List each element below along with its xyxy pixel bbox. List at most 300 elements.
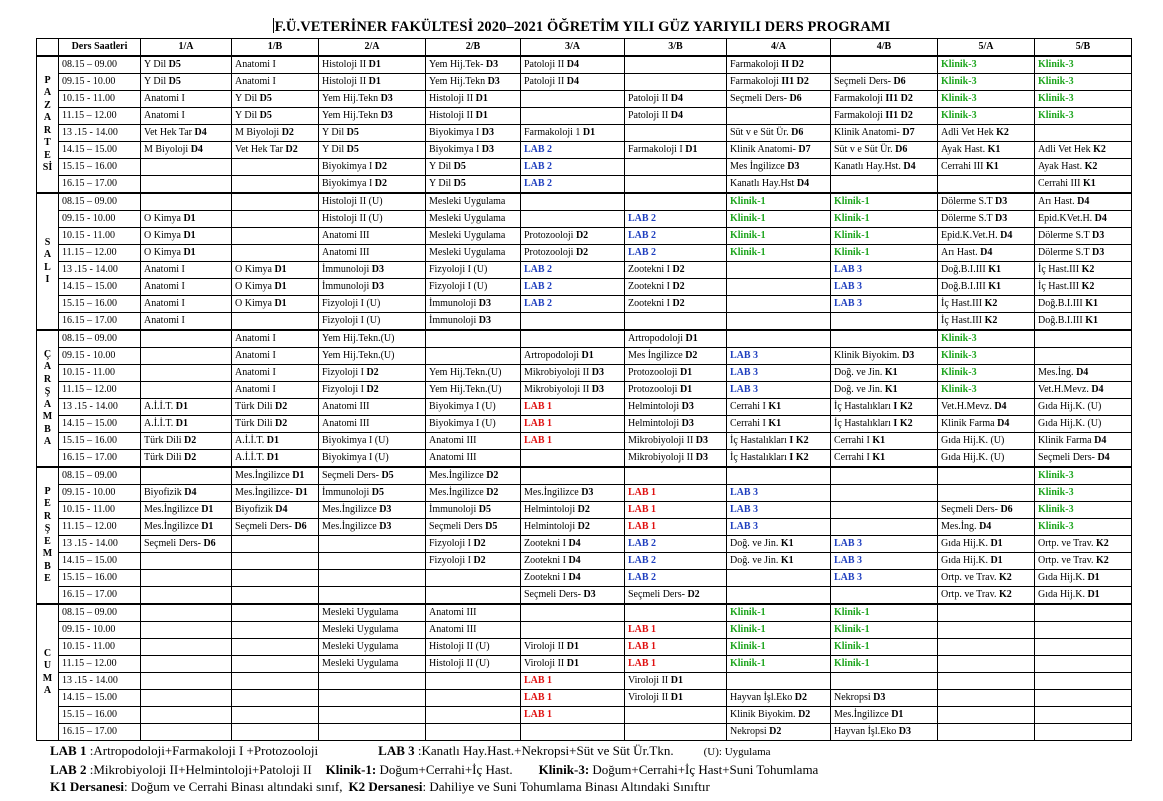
schedule-cell	[1035, 74, 1132, 91]
schedule-cell	[521, 330, 625, 348]
cell-text: LAB 3	[834, 298, 863, 309]
schedule-cell	[938, 502, 1035, 519]
room-code: K2	[984, 298, 998, 309]
time-cell	[59, 330, 141, 348]
cell-text: Anatomi I	[235, 59, 276, 70]
room-code: I K2	[789, 452, 809, 463]
table-row	[37, 296, 1132, 313]
schedule-cell	[938, 519, 1035, 536]
course-name: Dölerme S.T	[941, 196, 995, 207]
time-cell	[59, 416, 141, 433]
schedule-cell	[727, 125, 831, 142]
course-name: O Kimya	[144, 247, 184, 258]
schedule-cell	[319, 639, 426, 656]
legend-lab3-key: LAB 3	[378, 743, 415, 758]
header-cell: 2/A	[319, 39, 426, 57]
room-code: D4	[1094, 435, 1107, 446]
schedule-cell	[232, 91, 319, 108]
course-name: Biyokimya I	[322, 178, 375, 189]
course-name: İç Hastalıkları	[730, 435, 790, 446]
cell-text: Klinik-1	[730, 213, 766, 224]
schedule-cell	[232, 382, 319, 399]
course-name: Biyokimya I	[429, 144, 482, 155]
cell-text: LAB 3	[730, 521, 759, 532]
room-code: D6	[200, 538, 216, 549]
schedule-cell	[727, 330, 831, 348]
schedule-cell	[521, 193, 625, 211]
day-label	[37, 467, 59, 604]
room-code: D5	[485, 521, 498, 532]
room-code: D4	[997, 230, 1013, 241]
course-name: İç Hastalıkları	[730, 452, 790, 463]
time-text: 10.15 - 11.00	[62, 230, 115, 241]
schedule-cell	[1035, 485, 1132, 502]
schedule-cell	[1035, 690, 1132, 707]
schedule-cell	[1035, 279, 1132, 296]
course-name: Y Dil	[235, 93, 260, 104]
schedule-cell	[938, 570, 1035, 587]
room-code: D2	[577, 521, 590, 532]
time-cell	[59, 228, 141, 245]
schedule-cell	[1035, 296, 1132, 313]
schedule-cell	[521, 467, 625, 485]
cell-text: LAB 3	[730, 367, 759, 378]
day-label	[37, 56, 59, 193]
cell-text: Klinik-3	[941, 110, 977, 121]
room-code: D1	[292, 470, 305, 481]
schedule-cell	[232, 176, 319, 194]
cell-text: Histoloji II (U)	[429, 641, 490, 652]
schedule-cell	[938, 142, 1035, 159]
legend-lab1-text: :Artropodoloji+Farmakoloji I +Protozooloji	[86, 743, 319, 758]
room-code: K2	[1081, 281, 1095, 292]
schedule-cell	[831, 193, 938, 211]
course-name: Mes.İng.	[941, 521, 980, 532]
room-code: K2	[1093, 538, 1109, 549]
room-code: D2	[473, 538, 486, 549]
time-text: 14.15 – 15.00	[62, 144, 117, 155]
course-name: Histoloji II	[322, 76, 369, 87]
cell-text: Klinik-1	[834, 230, 870, 241]
cell-text: LAB 1	[628, 521, 657, 532]
table-row	[37, 108, 1132, 125]
course-name: İç Hastalıkları	[834, 401, 894, 412]
schedule-cell	[521, 125, 625, 142]
room-code: D1	[175, 401, 188, 412]
course-name: Arı Hast.	[941, 247, 981, 258]
room-code: D4	[980, 247, 993, 258]
table-row	[37, 553, 1132, 570]
schedule-cell	[521, 348, 625, 365]
legend-k2-key: K2 Dersanesi	[348, 779, 423, 794]
schedule-cell	[831, 211, 938, 228]
schedule-cell	[727, 159, 831, 176]
schedule-cell	[1035, 330, 1132, 348]
schedule-cell	[1035, 245, 1132, 262]
schedule-cell	[831, 502, 938, 519]
time-cell	[59, 604, 141, 622]
room-code: D4	[670, 93, 684, 104]
room-code: D4	[568, 572, 581, 583]
course-name: Vet Hek Tar	[235, 144, 286, 155]
course-name: Vet.H.Mevz.	[941, 401, 995, 412]
schedule-cell	[426, 74, 521, 91]
course-name: İmmunoloji	[322, 487, 372, 498]
schedule-cell	[521, 604, 625, 622]
time-text: 10.15 - 11.00	[62, 367, 115, 378]
schedule-cell	[426, 639, 521, 656]
course-name: Nekropsi	[730, 726, 770, 737]
time-cell	[59, 159, 141, 176]
schedule-cell	[727, 553, 831, 570]
schedule-cell	[727, 279, 831, 296]
table-row	[37, 365, 1132, 382]
legend-u-text: (U): Uygulama	[703, 746, 771, 758]
schedule-cell	[938, 587, 1035, 605]
schedule-cell	[141, 125, 232, 142]
time-cell	[59, 673, 141, 690]
cell-text: Anatomi III	[429, 452, 477, 463]
cell-text: LAB 3	[834, 555, 863, 566]
schedule-cell	[141, 450, 232, 468]
cell-text: LAB 1	[628, 658, 657, 669]
header-cell: 1/A	[141, 39, 232, 57]
schedule-cell	[625, 365, 727, 382]
room-code: D4	[994, 401, 1007, 412]
schedule-cell	[831, 108, 938, 125]
schedule-cell	[727, 399, 831, 416]
table-row	[37, 142, 1132, 159]
cell-text: Anatomi I	[144, 264, 185, 275]
schedule-cell	[426, 519, 521, 536]
course-name: Patoloji II	[524, 59, 567, 70]
schedule-cell	[625, 553, 727, 570]
room-code: D2	[672, 281, 685, 292]
table-row	[37, 245, 1132, 262]
room-code: D1	[368, 76, 381, 87]
room-code: K1	[872, 435, 886, 446]
course-name: İmmunoloji	[322, 281, 372, 292]
schedule-cell	[141, 193, 232, 211]
table-row	[37, 587, 1132, 605]
schedule-cell	[141, 724, 232, 741]
course-name: Mes.İngilizce	[524, 487, 582, 498]
time-text: 15.15 – 16.00	[62, 572, 117, 583]
room-code: II D2	[781, 59, 804, 70]
schedule-cell	[625, 450, 727, 468]
day-label-text: ÇARŞAMBA	[42, 348, 53, 447]
schedule-cell	[232, 724, 319, 741]
room-code: D2	[486, 470, 499, 481]
schedule-cell	[727, 690, 831, 707]
room-code: K1	[768, 401, 782, 412]
course-name: Yem Hij.Tek-	[429, 59, 484, 70]
schedule-cell	[319, 416, 426, 433]
cell-text: Fizyoloji I (U)	[322, 298, 381, 309]
schedule-cell	[831, 365, 938, 382]
course-name: Doğ.B.I.III	[941, 264, 989, 275]
day-label-text: CUMA	[42, 647, 53, 696]
course-name: Helmintoloji	[628, 401, 682, 412]
schedule-cell	[938, 159, 1035, 176]
course-name: Yem Hij.Tekn	[322, 93, 381, 104]
schedule-cell	[521, 382, 625, 399]
time-text: 15.15 – 16.00	[62, 709, 117, 720]
cell-text: Anatomi I	[144, 93, 185, 104]
schedule-cell	[727, 467, 831, 485]
cell-text: Histoloji II (U)	[429, 658, 490, 669]
schedule-cell	[1035, 108, 1132, 125]
schedule-cell	[625, 228, 727, 245]
course-name: Hayvan İşl.Eko	[730, 692, 795, 703]
course-name: Epid.K.Vet.H.	[941, 230, 998, 241]
course-name: Mikrobiyoloji II	[628, 452, 696, 463]
schedule-cell	[625, 211, 727, 228]
cell-text: LAB 2	[628, 572, 657, 583]
schedule-cell	[831, 536, 938, 553]
schedule-cell	[319, 622, 426, 639]
room-code: D2	[184, 435, 197, 446]
schedule-cell	[625, 56, 727, 74]
cell-text: Klinik-1	[834, 196, 870, 207]
schedule-cell	[727, 211, 831, 228]
course-name: Vet Hek Tar	[144, 127, 195, 138]
schedule-cell	[938, 656, 1035, 673]
room-code: D3	[899, 350, 915, 361]
legend-k1-key: K1 Dersanesi	[50, 779, 125, 794]
schedule-cell	[831, 416, 938, 433]
room-code: K1	[1085, 298, 1098, 309]
schedule-cell	[141, 176, 232, 194]
cell-text: Fizyoloji I (U)	[429, 281, 488, 292]
time-cell	[59, 382, 141, 399]
schedule-cell	[938, 330, 1035, 348]
day-label	[37, 193, 59, 330]
schedule-cell	[141, 570, 232, 587]
course-name: Artropodoloji	[628, 333, 686, 344]
schedule-cell	[319, 245, 426, 262]
schedule-cell	[319, 399, 426, 416]
course-name: Süt v e Süt Ür.	[730, 127, 792, 138]
schedule-cell	[232, 416, 319, 433]
schedule-cell	[625, 656, 727, 673]
schedule-cell	[727, 382, 831, 399]
schedule-cell	[1035, 724, 1132, 741]
room-code: D3	[591, 384, 605, 395]
schedule-cell	[232, 587, 319, 605]
course-name: O Kimya	[235, 298, 275, 309]
time-text: 11.15 – 12.00	[62, 658, 117, 669]
table-row	[37, 724, 1132, 741]
schedule-cell	[521, 262, 625, 279]
course-name: Mes.İngilizce	[235, 470, 293, 481]
schedule-cell	[426, 159, 521, 176]
course-name: Histoloji II	[322, 59, 369, 70]
schedule-cell	[426, 416, 521, 433]
room-code: K1	[768, 418, 782, 429]
schedule-cell	[1035, 125, 1132, 142]
time-text: 13 .15 - 14.00	[62, 675, 118, 686]
schedule-cell	[319, 313, 426, 331]
course-name: Fizyoloji I	[429, 555, 474, 566]
schedule-cell	[831, 707, 938, 724]
schedule-cell	[521, 74, 625, 91]
schedule-cell	[319, 382, 426, 399]
room-code: D3	[898, 726, 911, 737]
schedule-cell	[831, 570, 938, 587]
course-name: Cerrahi I	[730, 418, 769, 429]
time-text: 10.15 - 11.00	[62, 93, 115, 104]
schedule-cell	[938, 707, 1035, 724]
header-cell: 1/B	[232, 39, 319, 57]
schedule-cell	[232, 502, 319, 519]
course-name: Protozooloji	[524, 230, 576, 241]
schedule-cell	[625, 108, 727, 125]
schedule-cell	[938, 296, 1035, 313]
cell-text: Klinik-3	[941, 350, 977, 361]
course-name: Seçmeli Ders-	[144, 538, 201, 549]
room-code: D4	[900, 161, 916, 172]
room-code: D3	[695, 452, 709, 463]
schedule-cell	[319, 519, 426, 536]
course-name: Kanatlı Hay.Hst	[730, 178, 797, 189]
schedule-cell	[426, 176, 521, 194]
room-code: D6	[997, 504, 1013, 515]
schedule-cell	[426, 570, 521, 587]
schedule-cell	[521, 553, 625, 570]
schedule-cell	[1035, 193, 1132, 211]
schedule-cell	[625, 673, 727, 690]
schedule-cell	[232, 330, 319, 348]
schedule-cell	[141, 279, 232, 296]
room-code: D2	[575, 230, 589, 241]
schedule-cell	[727, 245, 831, 262]
room-code: D3	[681, 418, 694, 429]
schedule-cell	[831, 519, 938, 536]
room-code: D3	[681, 401, 694, 412]
schedule-cell	[831, 74, 938, 91]
course-name: Türk Dili	[144, 452, 184, 463]
cell-text: LAB 1	[524, 418, 553, 429]
room-code: K1	[985, 161, 999, 172]
course-name: Y Dil	[322, 144, 347, 155]
cell-text: LAB 2	[524, 298, 553, 309]
schedule-cell	[625, 193, 727, 211]
table-row	[37, 570, 1132, 587]
schedule-cell	[831, 450, 938, 468]
time-cell	[59, 587, 141, 605]
time-cell	[59, 399, 141, 416]
room-code: D4	[184, 487, 197, 498]
course-name: Nekropsi	[834, 692, 874, 703]
room-code: D4	[566, 76, 580, 87]
cell-text: Anatomi III	[429, 607, 477, 618]
time-cell	[59, 450, 141, 468]
schedule-cell	[319, 485, 426, 502]
schedule-cell	[625, 313, 727, 331]
room-code: D1	[685, 333, 698, 344]
schedule-cell	[1035, 416, 1132, 433]
schedule-cell	[625, 587, 727, 605]
schedule-cell	[141, 56, 232, 74]
schedule-cell	[1035, 536, 1132, 553]
schedule-cell	[232, 108, 319, 125]
cell-text: LAB 3	[834, 538, 863, 549]
schedule-cell	[319, 502, 426, 519]
room-code: D1	[1087, 572, 1100, 583]
room-code: D7	[798, 144, 811, 155]
course-name: Ayak Hast.	[1038, 161, 1083, 172]
schedule-cell	[831, 467, 938, 485]
room-code: D6	[890, 76, 906, 87]
course-name: M Biyoloji	[235, 127, 282, 138]
room-code: D2	[684, 589, 700, 600]
schedule-cell	[426, 330, 521, 348]
room-code: D2	[184, 452, 197, 463]
time-cell	[59, 553, 141, 570]
schedule-cell	[727, 193, 831, 211]
table-row	[37, 416, 1132, 433]
room-code: D1	[201, 504, 214, 515]
time-text: 10.15 - 11.00	[62, 641, 115, 652]
schedule-cell	[1035, 142, 1132, 159]
room-code: K1	[780, 555, 794, 566]
schedule-cell	[831, 330, 938, 348]
room-code: D2	[685, 350, 698, 361]
cell-text: Klinik-3	[1038, 76, 1074, 87]
schedule-cell	[831, 56, 938, 74]
course-name: Klinik Biyokim.	[730, 709, 796, 720]
cell-text: LAB 2	[524, 161, 553, 172]
schedule-cell	[938, 690, 1035, 707]
schedule-cell	[319, 467, 426, 485]
room-code: D4	[275, 504, 288, 515]
cell-text: LAB 1	[524, 675, 553, 686]
cell-text: LAB 1	[524, 692, 553, 703]
schedule-cell	[232, 536, 319, 553]
room-code: D2	[275, 418, 288, 429]
course-name: Epid.KVet.H.	[1038, 213, 1093, 224]
schedule-cell	[426, 142, 521, 159]
schedule-cell	[831, 228, 938, 245]
room-code: K2	[1093, 144, 1106, 155]
schedule-cell	[625, 399, 727, 416]
course-name: Mes.İngilizce	[144, 521, 202, 532]
header-cell: 5/B	[1035, 39, 1132, 57]
course-name: Mes.İngilizce	[322, 521, 380, 532]
schedule-cell	[831, 690, 938, 707]
schedule-cell	[141, 365, 232, 382]
schedule-cell	[319, 536, 426, 553]
room-code: D2	[577, 504, 590, 515]
schedule-cell	[938, 450, 1035, 468]
cell-text: LAB 1	[628, 641, 657, 652]
schedule-cell	[319, 279, 426, 296]
schedule-cell	[1035, 707, 1132, 724]
schedule-cell	[521, 519, 625, 536]
schedule-cell	[831, 91, 938, 108]
schedule-cell	[141, 330, 232, 348]
time-cell	[59, 91, 141, 108]
cell-text: LAB 2	[628, 230, 657, 241]
table-row	[37, 279, 1132, 296]
schedule-cell	[521, 639, 625, 656]
time-cell	[59, 467, 141, 485]
course-name: Zootekni I	[628, 264, 673, 275]
table-row	[37, 348, 1132, 365]
schedule-cell	[625, 125, 727, 142]
schedule-cell	[141, 553, 232, 570]
